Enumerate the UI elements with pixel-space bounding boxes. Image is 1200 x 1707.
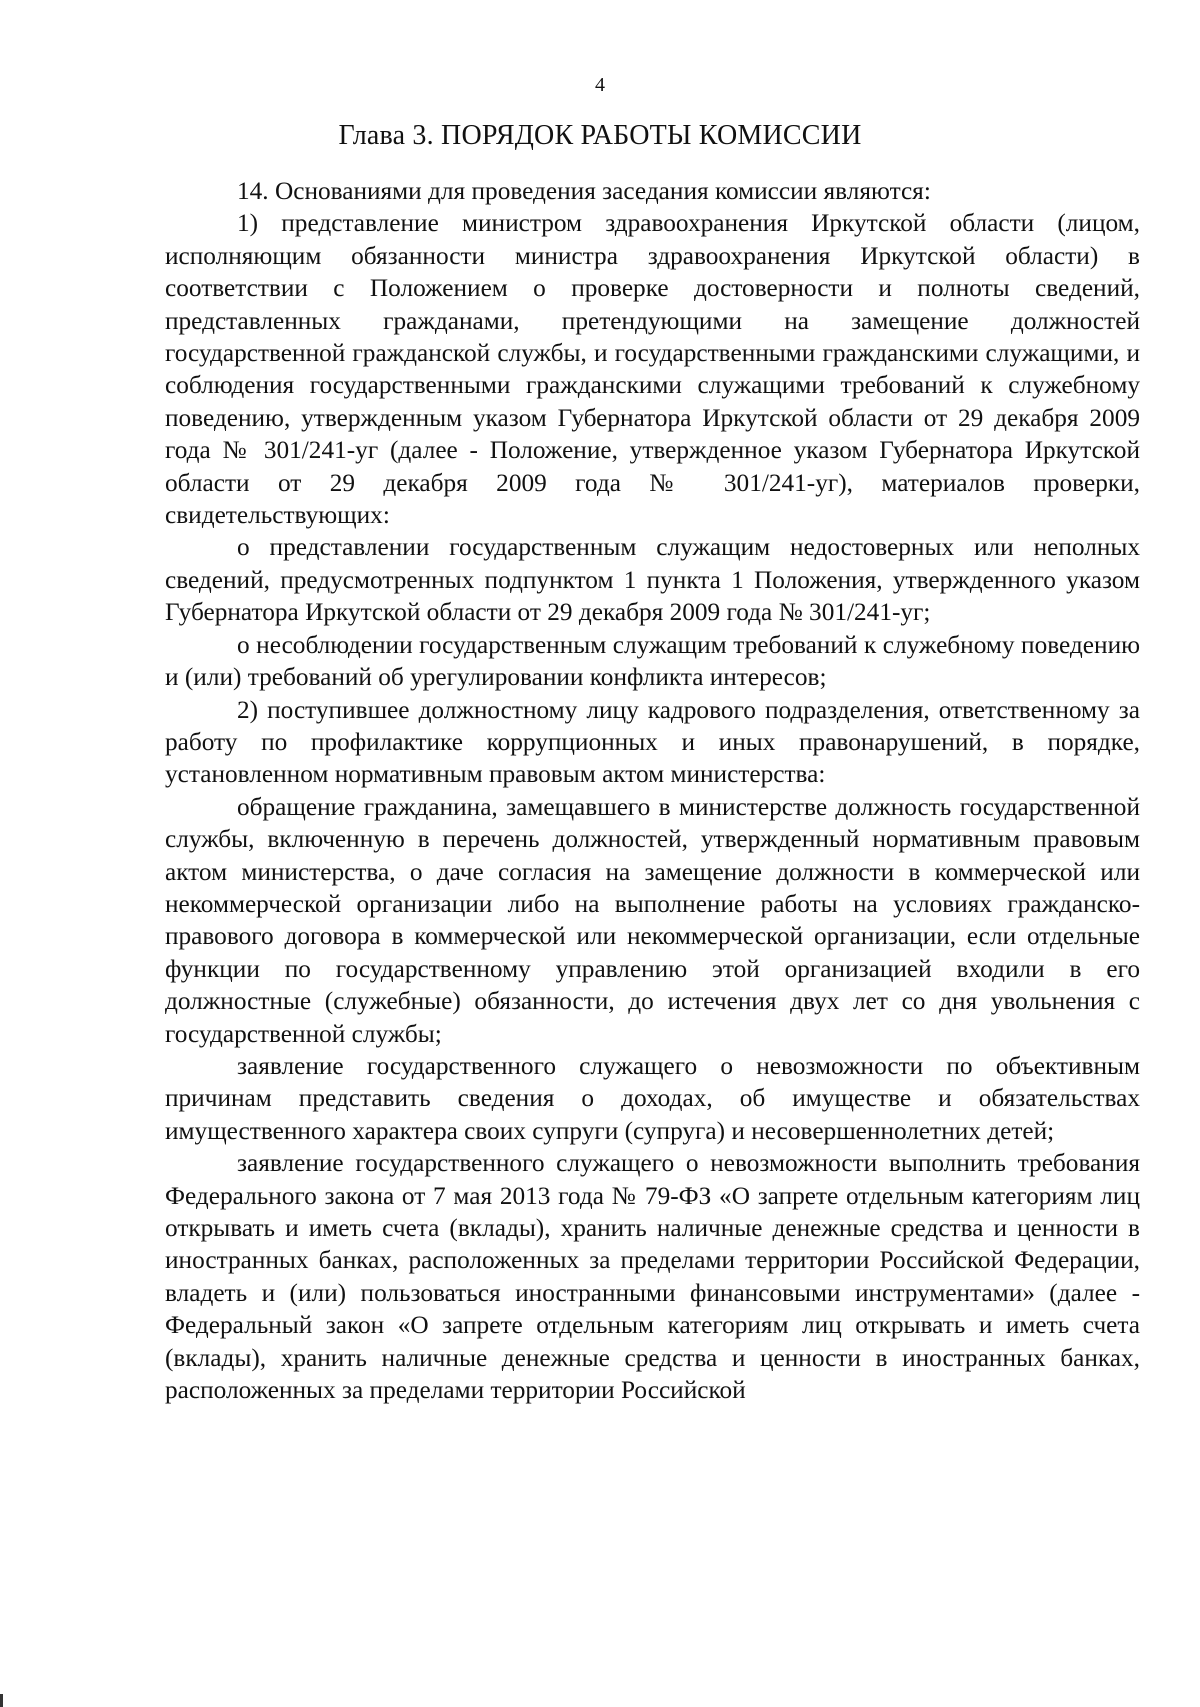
paragraph-item-1: 1) представление министром здравоохранения Иркутской области (лицом, исполняющим обязанности министра здравоохранения Иркутской области) в соответствии с Положением о проверке достоверности и полноты сведений, представленных гражданами, претендующими на замещение должностей государственной гражданской службы, и государственными гражданскими служащими, и соблюдения государственными гражданскими служащими требований к служебному поведению, утвержденным указом Губернатора Иркутской области от 29 декабря 2009 года № 301/241-уг (далее - Положение, утвержденное указом Губернатора Иркутской области от 29 декабря 2009 года № 301/241-уг), материалов проверки, свидетельствующих: [165, 209, 1140, 530]
scan-edge-mark [0, 1694, 3, 1707]
chapter-title: Глава 3. ПОРЯДОК РАБОТЫ КОМИССИИ [338, 120, 862, 151]
paragraph-noncompliance: о несоблюдении государственным служащим требований к служебному поведению и (или) требований об урегулировании конфликта интересов; [165, 630, 1140, 692]
paragraph-item-2: 2) поступившее должностному лицу кадрового подразделения, ответственному за работу по профилактике коррупционных и иных правонарушений, в порядке, установленном нормативным правовым актом министерства: [165, 695, 1140, 789]
paragraph-citizen-appeal: обращение гражданина, замещавшего в министерстве должность государственной службы, включенную в перечень должностей, утвержденный нормативным правовым актом министерства, о даче согласия на замещение должности в коммерческой или некоммерческой организации либо на выполнение работы на условиях гражданско-правового договора в коммерческой или некоммерческой организации, если отдельные функции по государственному управлению этой организацией входили в его должностные (служебные) обязанности, до истечения двух лет со дня увольнения с государственной службы; [165, 792, 1140, 1048]
paragraph-federal-law-statement: заявление государственного служащего о невозможности выполнить требования Федерального закона от 7 мая 2013 года № 79-ФЗ «О запрете отдельным категориям лиц открывать и иметь счета (вклады), хранить наличные денежные средства и ценности в иностранных банках, расположенных за пределами территории Российской Федерации, владеть и (или) пользоваться иностранными финансовыми инструментами» (далее - Федеральный закон «О запрете отдельным категориям лиц открывать и иметь счета (вклады), хранить наличные денежные средства и ценности в иностранных банках, расположенных за пределами территории Российской [165, 1149, 1140, 1405]
document-body [165, 175, 1140, 1406]
paragraph-unreliable-info: о представлении государственным служащим недостоверных или неполных сведений, предусмотренных подпунктом 1 пункта 1 Положения, утвержденного указом Губернатора Иркутской области от 29 декабря 2009 года № 301/241-уг; [165, 533, 1140, 627]
page-number: 4 [595, 74, 605, 96]
paragraph-14-heading: 14. Основаниями для проведения заседания комиссии являются: [237, 177, 931, 205]
paragraph-income-statement: заявление государственного служащего о невозможности по объективным причинам представить сведения о доходах, об имуществе и обязательствах имущественного характера своих супруги (супруга) и несовершеннолетних детей; [165, 1051, 1140, 1145]
